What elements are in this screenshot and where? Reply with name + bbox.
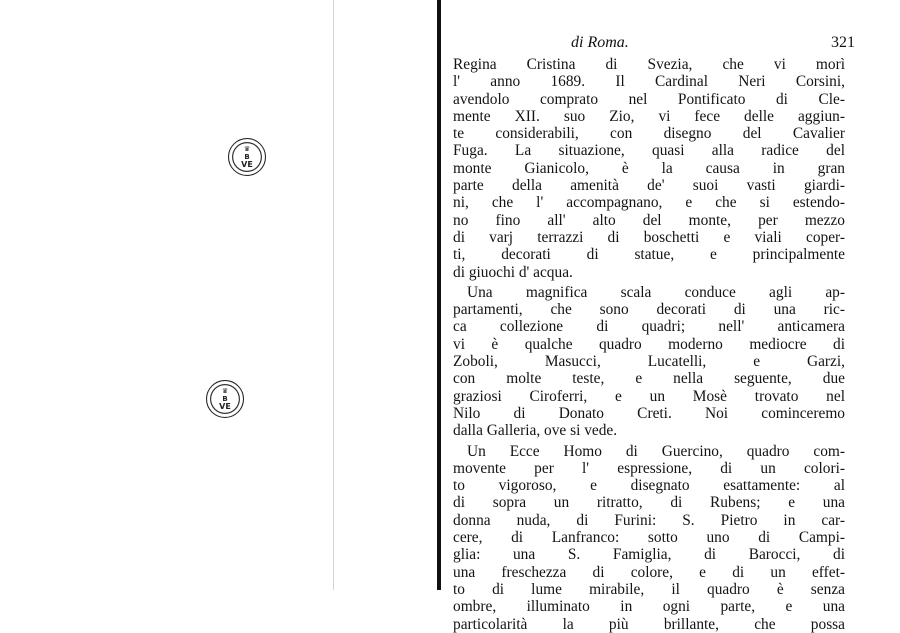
text-line: particolarità la più brillante, che possa (453, 615, 845, 633)
page-number: 321 (831, 34, 855, 51)
text-line: to vigoroso, e disegnato esattamente: al (453, 477, 845, 495)
text-line: ombre, illuminato in ogni parte, e una (453, 598, 845, 616)
text-line: donna nuda, di Furini: S. Pietro in car- (453, 511, 845, 529)
crown-icon: ♛ (221, 386, 229, 395)
text-line: ca collezione di quadri; nell' anticamera (453, 318, 845, 336)
text-line: cere, di Lanfranco: sotto uno di Campi- (453, 529, 845, 547)
running-head (441, 34, 861, 54)
body-text (453, 56, 845, 633)
text-line: Un Ecce Homo di Guercino, quadro com- (467, 442, 845, 460)
stamp-top-letters: B (244, 152, 250, 161)
text-line: vi è qualche quadro moderno mediocre di (453, 335, 845, 353)
text-line: Zoboli, Masucci, Lucatelli, e Garzi, (453, 353, 845, 371)
text-line: parte della amenità de' suoi vasti giardi- (453, 177, 845, 195)
text-line: avendolo comprato nel Pontificato di Cle- (453, 90, 845, 108)
text-line: to di lume mirabile, il quadro è senza (453, 580, 845, 598)
text-line: di varj terrazzi di boschetti e viali coper- (453, 228, 845, 246)
library-stamp (228, 138, 266, 176)
right-page (441, 0, 900, 633)
text-line: glia: una S. Famiglia, di Barocci, di (453, 546, 845, 564)
library-stamp (206, 380, 244, 418)
text-line: ni, che l' accompagnano, e che si estendo- (453, 194, 845, 212)
running-head-title: di Roma. (571, 34, 629, 51)
crown-icon: ♛ (243, 144, 251, 153)
text-line: di giuochi d' acqua. (453, 263, 573, 281)
text-line: con molte teste, e nella seguente, due (453, 370, 845, 388)
text-line: Una magnifica scala conduce agli ap- (467, 283, 845, 301)
text-line: movente per l' espressione, di un colori- (453, 459, 845, 477)
text-line: Fuga. La situazione, quasi alla radice del (453, 142, 845, 160)
text-line: mente XII. suo Zio, vi fece delle aggiun- (453, 107, 845, 125)
text-line: no fino all' alto del monte, per mezzo (453, 211, 845, 229)
text-line: Regina Cristina di Svezia, che vi morì (453, 56, 845, 73)
text-line: di sopra un ritratto, di Rubens; e una (453, 494, 845, 512)
stamp-bottom-letters: VE (241, 159, 253, 169)
text-line: graziosi Ciroferri, e un Mosè trovato nel (453, 387, 845, 405)
text-line: una freschezza di colore, e di un effet- (453, 563, 845, 581)
page-edge-shadow (333, 0, 334, 590)
stamp-top-letters: B (222, 394, 228, 403)
text-line: partamenti, che sono decorati di una ric- (453, 301, 845, 319)
text-line: l' anno 1689. Il Cardinal Neri Corsini, (453, 73, 845, 91)
text-line: ti, decorati di statue, e principalmente (453, 246, 845, 264)
text-line: Nilo di Donato Creti. Noi cominceremo (453, 404, 845, 422)
left-page-blank (0, 0, 438, 590)
stamp-bottom-letters: VE (219, 401, 231, 411)
text-line: te considerabili, con disegno del Cavalier (453, 125, 845, 143)
text-line: dalla Galleria, ove si vede. (453, 422, 618, 440)
text-line: monte Gianicolo, è la causa in gran (453, 159, 845, 177)
